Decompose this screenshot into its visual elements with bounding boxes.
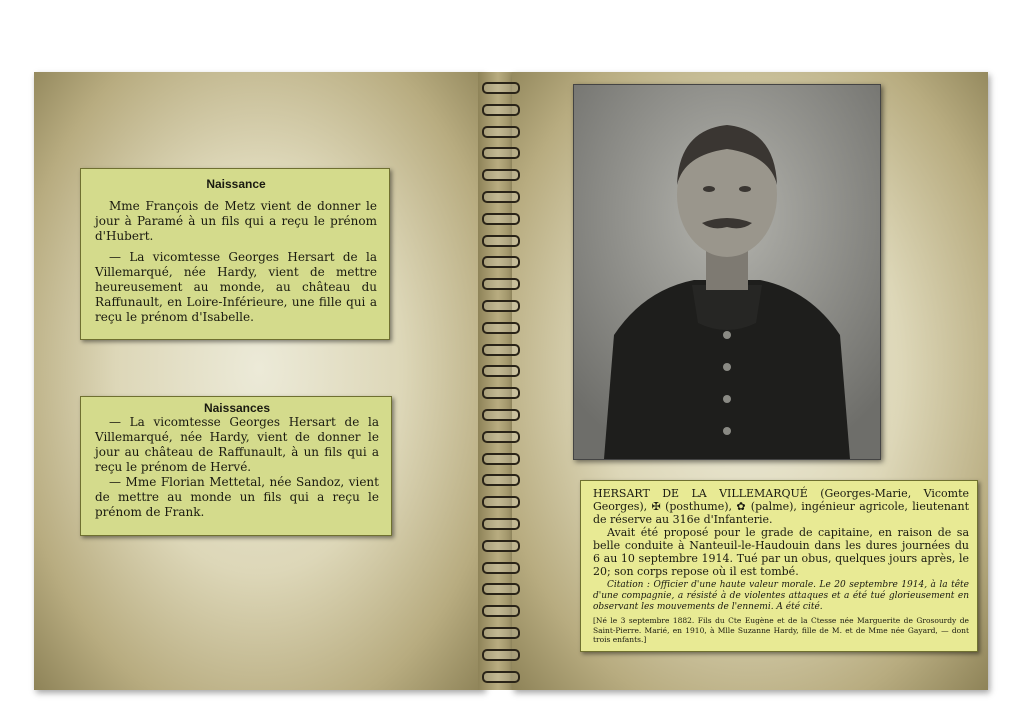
spiral-ring: [482, 235, 520, 247]
spiral-ring: [482, 104, 520, 116]
spiral-ring: [482, 562, 520, 574]
spiral-ring: [482, 431, 520, 443]
spiral-ring: [482, 387, 520, 399]
spiral-ring: [482, 278, 520, 290]
spiral-ring: [482, 540, 520, 552]
spiral-ring: [482, 474, 520, 486]
spiral-ring: [482, 147, 520, 159]
spiral-ring: [482, 627, 520, 639]
spiral-ring: [482, 126, 520, 138]
birth-notice-clipping-1: [80, 168, 390, 340]
obituary-note: [Né le 3 septembre 1882. Fils du Cte Eugène et de la Ctesse née Marguerite de Grosourdy de Saint-Pierre. Marié, en 1910, à Mlle Suzanne Hardy, fille de M. et de Mme née Gayard, — dont trois enfants.]: [593, 616, 969, 644]
spiral-ring: [482, 605, 520, 617]
spiral-ring: [482, 344, 520, 356]
obituary-clipping: [580, 480, 978, 652]
spiral-ring: [482, 409, 520, 421]
clipping-paragraph: — La vicomtesse Georges Hersart de la Villemarqué, née Hardy, vient de mettre heureusement au monde, au château du Raffunault, en Loire-Inférieure, une fille qui a reçu le prénom d'Isabelle.: [95, 250, 377, 324]
spiral-ring: [482, 453, 520, 465]
clipping-heading: Naissance: [206, 177, 266, 191]
clipping-paragraph: — La vicomtesse Georges Hersart de la Villemarqué, née Hardy, vient de donner le jour au château de Raffunault, à un fils qui a reçu le prénom de Hervé.: [95, 415, 379, 474]
spiral-ring: [482, 671, 520, 683]
clipping-paragraph: — Mme Florian Mettetal, née Sandoz, vient de mettre au monde un fils qui a reçu le prénom de Frank.: [95, 475, 379, 519]
obituary-citation: Citation : Officier d'une haute valeur morale. Le 20 septembre 1914, à la tête d'une compagnie, a résisté à de violentes attaques et a été tué glorieusement en observant les mouvements de l'ennemi. A été cité.: [593, 580, 969, 612]
spiral-ring: [482, 365, 520, 377]
spiral-ring: [482, 256, 520, 268]
obituary-paragraph: Avait été proposé pour le grade de capitaine, en raison de sa belle conduite à Nanteuil-le-Haudouin dans les dures journées du 6 au 10 septembre 1914. Tué par un obus, quelques jours après, le 20; son corps repose où il est tombé.: [593, 526, 969, 578]
spiral-ring: [482, 213, 520, 225]
birth-notice-clipping-2: [80, 396, 392, 536]
clipping-paragraph: Mme François de Metz vient de donner le jour à Paramé à un fils qui a reçu le prénom d'Hubert.: [95, 199, 377, 243]
spiral-ring: [482, 300, 520, 312]
clipping-heading: Naissances: [203, 401, 271, 415]
obituary-title-paragraph: HERSART DE LA VILLEMARQUÉ (Georges-Marie, Vicomte Georges), ✠ (posthume), ✿ (palme), ingénieur agricole, lieutenant de réserve au 316e d'Infanterie.: [593, 487, 969, 526]
spiral-ring: [482, 583, 520, 595]
left-notebook-page: [34, 72, 484, 690]
portrait-photo: [573, 84, 881, 460]
spiral-ring: [482, 169, 520, 181]
spiral-ring: [482, 518, 520, 530]
portrait-image: [574, 85, 880, 459]
spiral-ring: [482, 649, 520, 661]
spiral-ring: [482, 82, 520, 94]
spiral-ring: [482, 322, 520, 334]
spiral-ring: [482, 191, 520, 203]
spiral-ring: [482, 496, 520, 508]
